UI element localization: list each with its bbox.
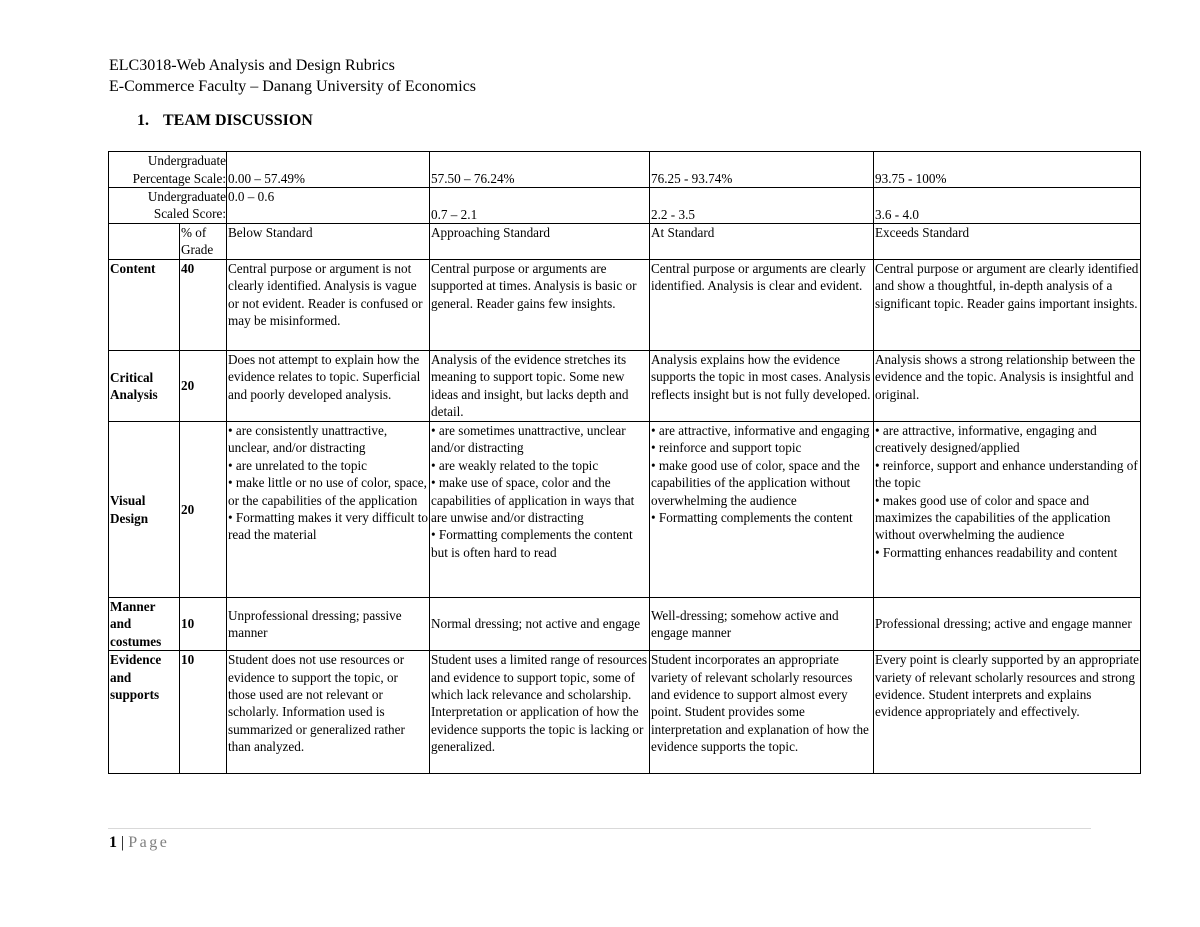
criterion-row-visual-design bbox=[109, 422, 1141, 598]
bullet-item: • Formatting complements the content bbox=[651, 510, 853, 526]
grade-percent-header: % of Grade bbox=[180, 224, 227, 260]
criterion-weight: 20 bbox=[180, 351, 227, 422]
bullet-item: • are weakly related to the topic bbox=[431, 457, 599, 473]
section-title: TEAM DISCUSSION bbox=[163, 112, 313, 129]
criterion-row-manner-costumes bbox=[109, 598, 1141, 651]
level-header-row bbox=[109, 224, 1141, 260]
percentage-exceeds-standard: 93.75 - 100% bbox=[874, 152, 1141, 188]
footer-divider bbox=[108, 828, 1091, 829]
bullet-item: • make little or no use of color, space, or the capabilities of the application bbox=[228, 475, 427, 508]
percentage-at-standard: 76.25 - 93.74% bbox=[650, 152, 874, 188]
rubric-cell: Unprofessional dressing; passive manner bbox=[227, 598, 430, 651]
rubric-table bbox=[108, 151, 1141, 774]
rubric-cell: Does not attempt to explain how the evidence relates to topic. Superficial and poorly developed analysis. bbox=[227, 351, 430, 422]
level-approaching-standard: Approaching Standard bbox=[430, 224, 650, 260]
rubric-cell: Every point is clearly supported by an appropriate variety of relevant scholarly resources and strong evidence. Student interprets and explains evidence appropriately and effectively. bbox=[874, 651, 1141, 774]
criterion-row-evidence-supports bbox=[109, 651, 1141, 774]
bullet-item: • Formatting makes it very difficult to read the material bbox=[228, 510, 428, 543]
bullet-item: • makes good use of color and space and maximizes the capabilities of the application without overwhelming the audience bbox=[875, 492, 1111, 543]
rubric-cell: Analysis of the evidence stretches its meaning to support topic. Some new ideas and insight, but lacks depth and detail. bbox=[430, 351, 650, 422]
rubric-cell: Professional dressing; active and engage manner bbox=[874, 598, 1141, 651]
scaled-score-label: Undergraduate Scaled Score: bbox=[109, 188, 227, 224]
criterion-name: Evidence and supports bbox=[109, 651, 180, 774]
bullet-item: • are attractive, informative, engaging and creatively designed/applied bbox=[875, 423, 1097, 456]
rubric-cell bbox=[650, 422, 874, 598]
criterion-name: Content bbox=[109, 260, 180, 351]
page-label: Page bbox=[128, 834, 170, 851]
rubric-cell: Student uses a limited range of resources and evidence to support topic, some of which lack relevance and scholarship. Interpretation or application of how the evidence supports the topic is lacking or generalized. bbox=[430, 651, 650, 774]
bullet-item: • make good use of color, space and the capabilities of the application without overwhelming the audience bbox=[651, 457, 860, 508]
scaled-approaching-standard: 0.7 – 2.1 bbox=[430, 188, 650, 224]
bullet-item: • are sometimes unattractive, unclear and/or distracting bbox=[431, 423, 626, 456]
bullet-item: • Formatting complements the content but is often hard to read bbox=[431, 527, 633, 560]
scaled-below-standard: 0.0 – 0.6 bbox=[227, 188, 430, 224]
bullet-item: • reinforce, support and enhance understanding of the topic bbox=[875, 457, 1138, 491]
criterion-name: Critical Analysis bbox=[109, 351, 180, 422]
criterion-row-content bbox=[109, 260, 1141, 351]
footer-separator: | bbox=[117, 834, 129, 851]
rubric-cell bbox=[227, 422, 430, 598]
criterion-header bbox=[109, 224, 180, 260]
level-exceeds-standard: Exceeds Standard bbox=[874, 224, 1141, 260]
bullet-item: • Formatting enhances readability and content bbox=[875, 544, 1118, 560]
rubric-cell: Analysis explains how the evidence supports the topic in most cases. Analysis reflects insight but is not fully developed. bbox=[650, 351, 874, 422]
section-number: 1. bbox=[137, 112, 149, 129]
criterion-weight: 20 bbox=[180, 422, 227, 598]
percentage-below-standard: 0.00 – 57.49% bbox=[227, 152, 430, 188]
rubric-cell: Central purpose or argument are clearly identified and show a thoughtful, in-depth analysis of a significant topic. Reader gains important insights. bbox=[874, 260, 1141, 351]
percentage-scale-row bbox=[109, 152, 1141, 188]
rubric-cell: Student incorporates an appropriate variety of relevant scholarly resources and evidence to support almost every point. Student provides some interpretation and explanation of how the evidence supports the topic. bbox=[650, 651, 874, 774]
criterion-weight: 10 bbox=[180, 598, 227, 651]
rubric-cell: Student does not use resources or evidence to support the topic, or those used are not relevant or scholarly. Information used is summarized or generalized rather than analyzed. bbox=[227, 651, 430, 774]
rubric-cell: Central purpose or arguments are clearly identified. Analysis is clear and evident. bbox=[650, 260, 874, 351]
criterion-name: Manner and costumes bbox=[109, 598, 180, 651]
scaled-exceeds-standard: 3.6 - 4.0 bbox=[874, 188, 1141, 224]
rubric-cell bbox=[874, 422, 1141, 598]
bullet-item: • make use of space, color and the capabilities of application in ways that are unwise and/or distracting bbox=[431, 475, 635, 526]
level-below-standard: Below Standard bbox=[227, 224, 430, 260]
bullet-item: • are consistently unattractive, unclear, and/or distracting bbox=[228, 423, 388, 456]
bullet-item: • are unrelated to the topic bbox=[228, 457, 367, 473]
rubric-cell: Well-dressing; somehow active and engage manner bbox=[650, 598, 874, 651]
criterion-weight: 10 bbox=[180, 651, 227, 774]
rubric-cell: Analysis shows a strong relationship between the evidence and the topic. Analysis is insightful and original. bbox=[874, 351, 1141, 422]
rubric-cell: Normal dressing; not active and engage bbox=[430, 598, 650, 651]
bullet-item: • reinforce and support topic bbox=[651, 440, 802, 456]
page-number: 1 bbox=[109, 834, 117, 851]
section-heading bbox=[137, 111, 313, 131]
bullet-item: • are attractive, informative and engaging bbox=[651, 423, 870, 438]
scaled-at-standard: 2.2 - 3.5 bbox=[650, 188, 874, 224]
document-title: ELC3018-Web Analysis and Design Rubrics bbox=[109, 57, 395, 74]
percentage-scale-label: Undergraduate Percentage Scale: bbox=[109, 152, 227, 188]
document-subtitle: E-Commerce Faculty – Danang University of Economics bbox=[109, 78, 477, 95]
criterion-name: Visual Design bbox=[109, 422, 180, 598]
percentage-approaching-standard: 57.50 – 76.24% bbox=[430, 152, 650, 188]
rubric-cell bbox=[430, 422, 650, 598]
rubric-cell: Central purpose or arguments are supported at times. Analysis is basic or general. Reader gains few insights. bbox=[430, 260, 650, 351]
scaled-score-row bbox=[109, 188, 1141, 224]
criterion-weight: 40 bbox=[180, 260, 227, 351]
rubric-cell: Central purpose or argument is not clearly identified. Analysis is vague or not evident. Reader is confused or may be misinformed. bbox=[227, 260, 430, 351]
criterion-row-critical-analysis bbox=[109, 351, 1141, 422]
level-at-standard: At Standard bbox=[650, 224, 874, 260]
page-footer bbox=[109, 833, 169, 853]
